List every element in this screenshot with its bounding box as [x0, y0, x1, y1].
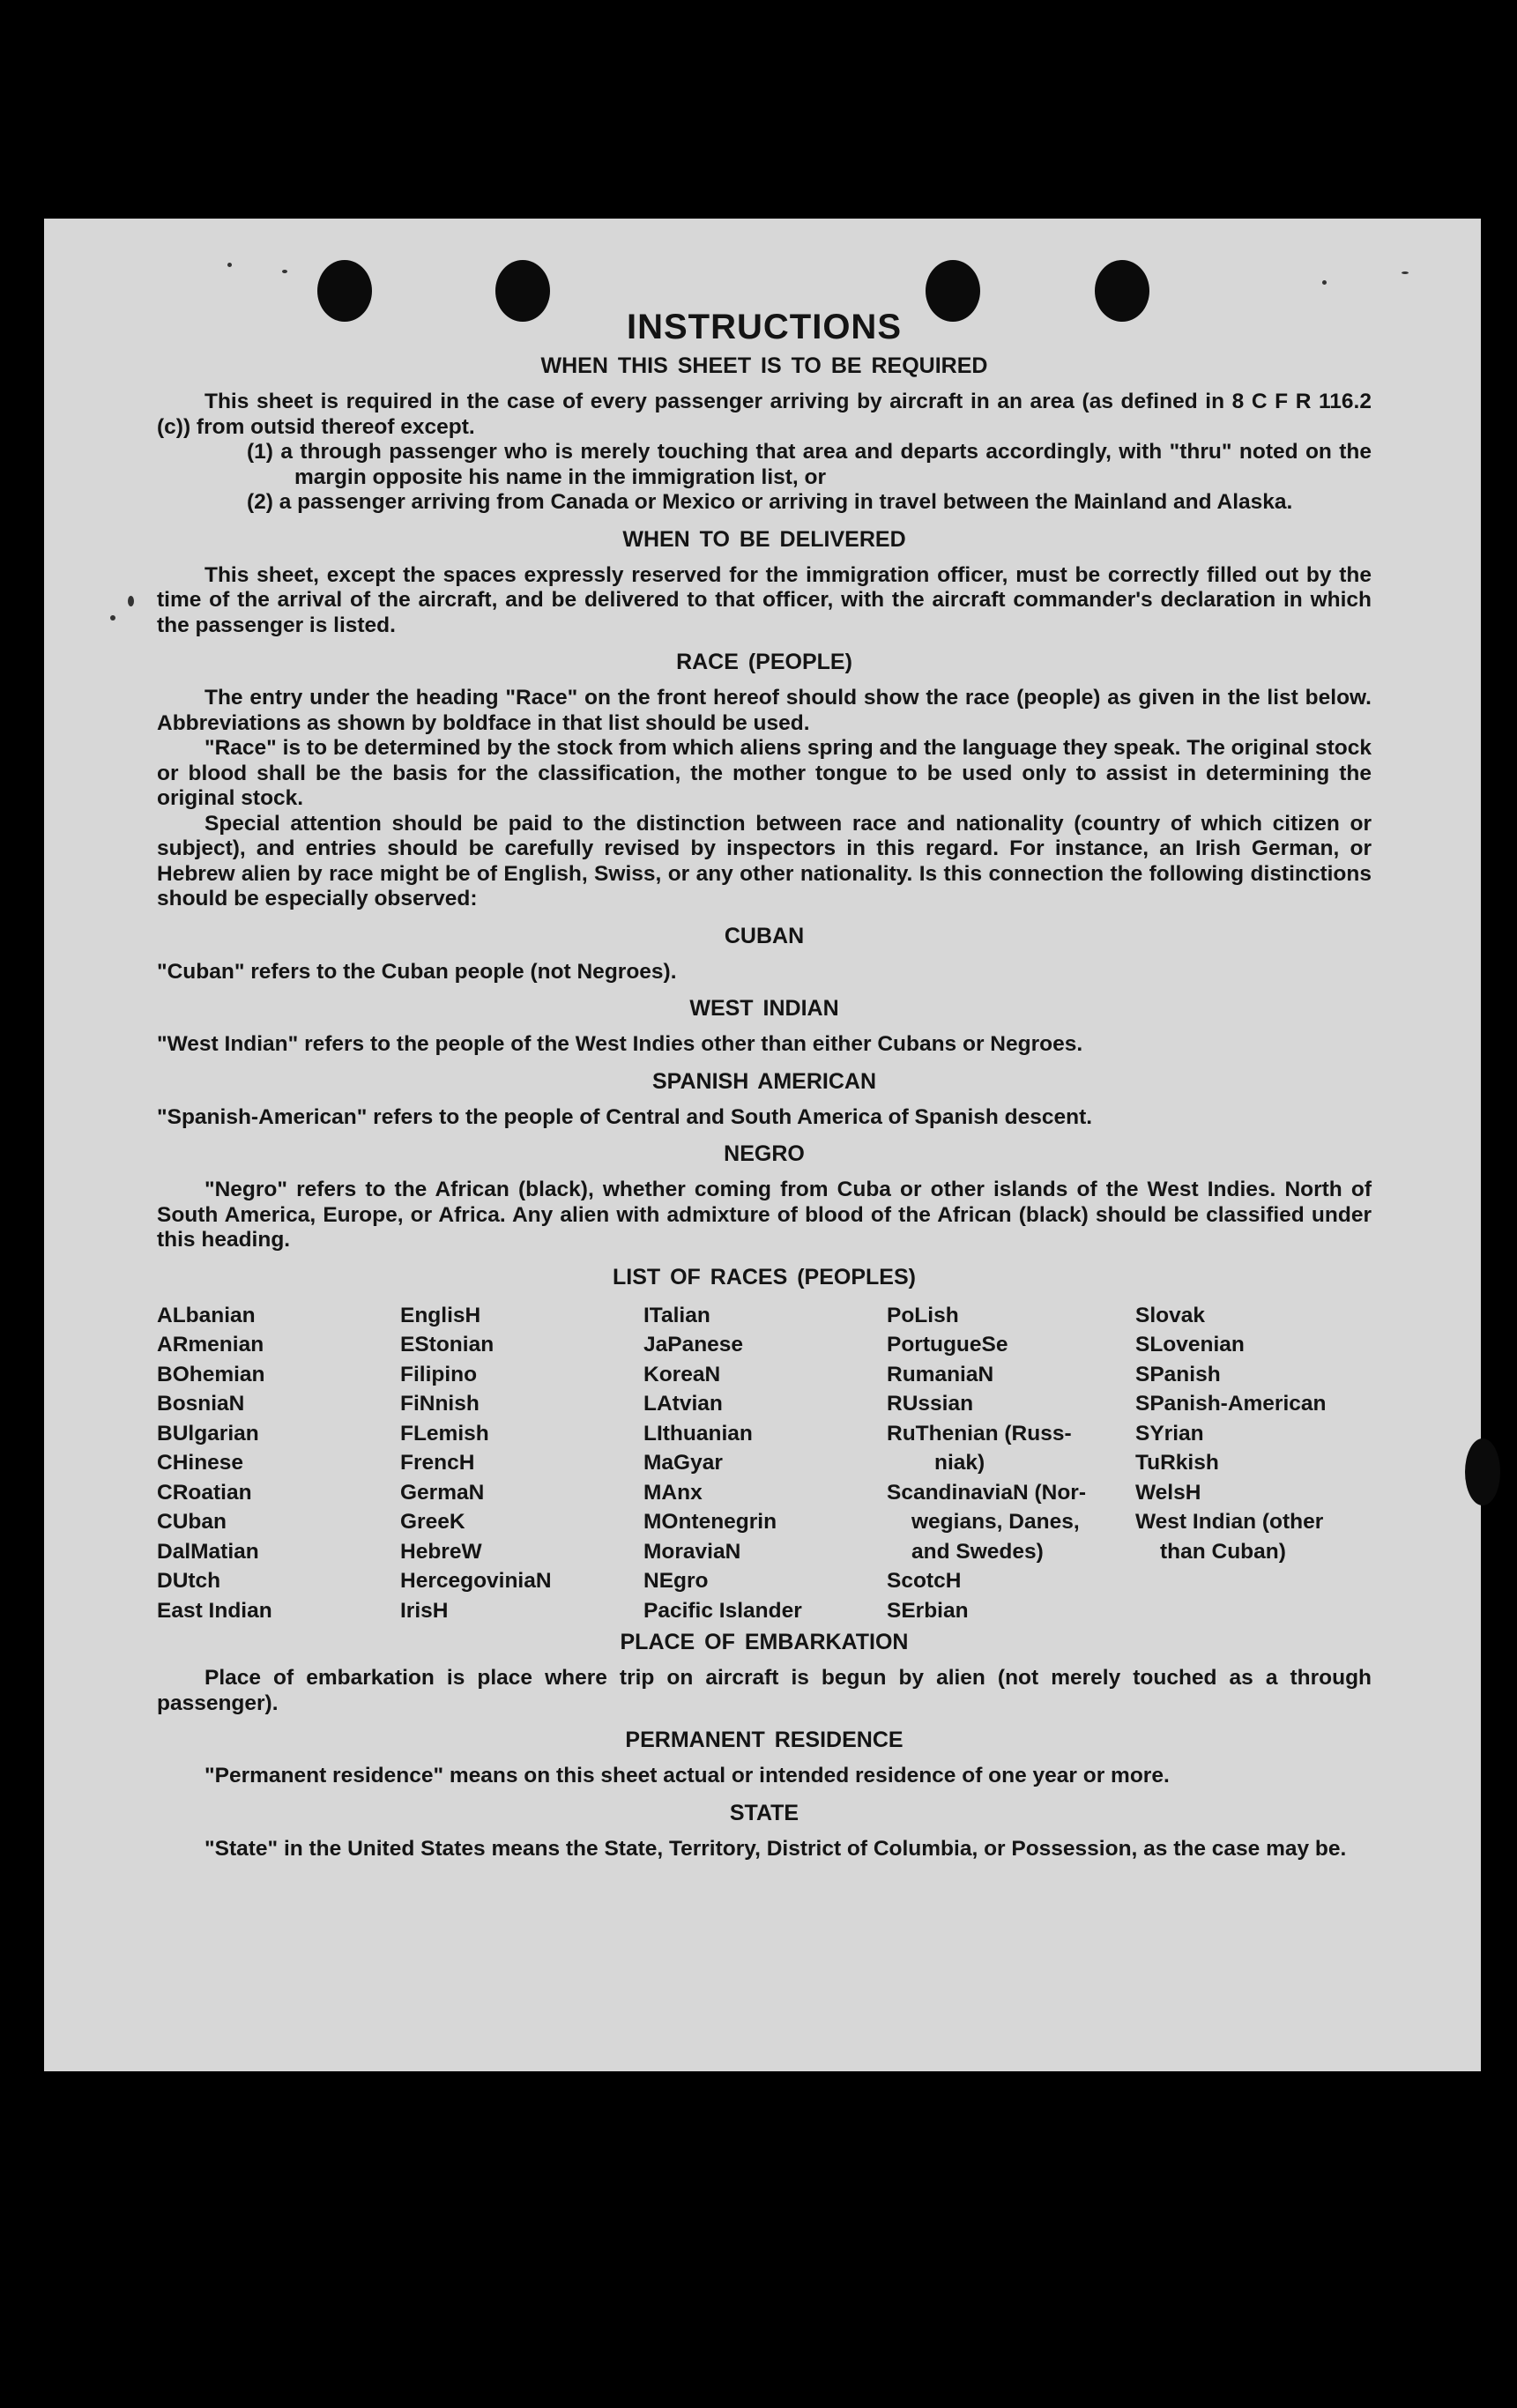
race-entry: FrencH: [400, 1451, 475, 1475]
race-entry: RumaniaN: [887, 1362, 994, 1386]
paragraph-state: "State" in the United States means the State, Territory, District of Columbia, or Possession, as the case may be.: [204, 1836, 1347, 1861]
speck: [227, 263, 232, 267]
heading-when-delivered: WHEN TO BE DELIVERED: [622, 526, 906, 552]
paragraph-race: The entry under the heading "Race" on the front hereof should show the race (people) as given in the list below. Abbreviations as shown by boldface in that list should be used.: [157, 686, 1372, 735]
race-entry: than Cuban): [1160, 1539, 1286, 1564]
race-entry: SYrian: [1135, 1421, 1204, 1446]
race-entry: GermaN: [400, 1480, 485, 1505]
races-column: [1135, 1301, 1372, 1626]
paragraph-race: "Race" is to be determined by the stock from which aliens spring and the language they speak. The original stock or blood shall be the basis for the classification, the mother tongue to be used only to assist in determining the original stock.: [157, 736, 1372, 810]
speck: [110, 615, 115, 621]
race-entry: niak): [934, 1451, 985, 1475]
list-item: (1) a through passenger who is merely touching that area and departs accordingly, with "thru" noted on the margin opposite his name in the immigration list, or: [247, 440, 1372, 489]
race-entry: MaGyar: [643, 1451, 723, 1475]
speck: [282, 270, 287, 273]
heading-when-required: WHEN THIS SHEET IS TO BE REQUIRED: [540, 353, 988, 378]
paragraph-residence: "Permanent residence" means on this sheet actual or intended residence of one year or more.: [204, 1764, 1170, 1787]
paragraph-cuban: "Cuban" refers to the Cuban people (not Negroes).: [157, 959, 677, 984]
race-entry: Pacific Islander: [643, 1598, 802, 1623]
heading-west-indian: WEST INDIAN: [689, 996, 839, 1021]
list-item: (2) a passenger arriving from Canada or Mexico or arriving in travel between the Mainland and Alaska.: [247, 490, 1293, 514]
race-entry: FLemish: [400, 1421, 489, 1446]
heading-negro: NEGRO: [724, 1141, 805, 1166]
heading-list-of-races: LIST OF RACES (PEOPLES): [613, 1264, 916, 1289]
race-entry: Slovak: [1135, 1303, 1205, 1327]
race-entry: Filipino: [400, 1362, 478, 1386]
race-entry: PortugueSe: [887, 1333, 1008, 1356]
race-entry: IrisH: [400, 1598, 449, 1623]
paragraph-negro: "Negro" refers to the African (black), whether coming from Cuba or other islands of the West Indies. North of South America, Europe, or Africa. Any alien with admixture of blood of the African (black) should be classified under this heading.: [157, 1178, 1372, 1252]
race-entry: ALbanian: [157, 1303, 256, 1327]
paragraph-race: Special attention should be paid to the distinction between race and nationality (country of which citizen or subject), and entries should be carefully revised by inspectors in this regard. For instance, an Irish German, or Hebrew alien by race might be of English, Swiss, or any other nationality. Is this connection the following distinctions should be especially observed:: [157, 811, 1372, 910]
race-entry: FiNnish: [400, 1392, 480, 1416]
race-entry: BOhemian: [157, 1362, 265, 1386]
races-column: [157, 1301, 400, 1626]
speck: [1322, 280, 1327, 285]
race-entry: EStonian: [400, 1333, 495, 1356]
race-entry: SLovenian: [1135, 1333, 1245, 1356]
race-entry: MoraviaN: [643, 1539, 741, 1564]
race-entry: PoLish: [887, 1303, 959, 1327]
race-entry: BosniaN: [157, 1392, 245, 1416]
races-list: [157, 1301, 1372, 1626]
race-entry: TuRkish: [1135, 1451, 1219, 1475]
race-entry: MOntenegrin: [643, 1510, 777, 1534]
race-entry: JaPanese: [643, 1333, 744, 1356]
speck: [128, 596, 134, 606]
race-entry: SPanish: [1135, 1362, 1221, 1386]
race-entry: MAnx: [643, 1480, 703, 1505]
race-entry: WelsH: [1135, 1480, 1201, 1505]
race-entry: LIthuanian: [643, 1421, 753, 1446]
race-entry: CHinese: [157, 1451, 244, 1475]
race-entry: wegians, Danes,: [911, 1510, 1080, 1534]
paragraph-embarkation: Place of embarkation is place where trip on aircraft is begun by alien (not merely touched as a through passenger).: [157, 1666, 1372, 1715]
race-entry: BUlgarian: [157, 1421, 259, 1446]
race-entry: RuThenian (Russ-: [887, 1421, 1072, 1446]
race-entry: CUban: [157, 1510, 227, 1534]
race-entry: KoreaN: [643, 1362, 721, 1386]
race-entry: SPanish-American: [1135, 1392, 1327, 1416]
race-entry: West Indian (other: [1135, 1510, 1324, 1534]
paragraph-delivered: This sheet, except the spaces expressly reserved for the immigration officer, must be correctly filled out by the time of the arrival of the aircraft, and be delivered to that officer, with the aircraft commander's declaration in which the passenger is listed.: [157, 562, 1372, 637]
race-entry: East Indian: [157, 1598, 272, 1623]
paragraph-west-indian: "West Indian" refers to the people of the West Indies other than either Cubans or Negroes.: [157, 1032, 1083, 1056]
heading-state: STATE: [729, 1800, 799, 1825]
heading-cuban: CUBAN: [724, 923, 805, 948]
race-entry: ScotcH: [887, 1569, 962, 1593]
race-entry: ITalian: [643, 1303, 710, 1327]
heading-race: RACE (PEOPLE): [676, 650, 852, 674]
race-entry: ARmenian: [157, 1333, 264, 1356]
race-entry: EnglisH: [400, 1303, 481, 1327]
heading-place-of-embarkation: PLACE OF EMBARKATION: [620, 1630, 909, 1654]
page-notch: [1465, 1438, 1500, 1505]
page-title: INSTRUCTIONS: [627, 308, 902, 346]
race-entry: HebreW: [400, 1539, 482, 1564]
race-entry: DalMatian: [157, 1539, 259, 1564]
paragraph-required-intro: This sheet is required in the case of every passenger arriving by aircraft in an area (as defined in 8 C F R 116.2 (c)) from outsid thereof except.: [157, 390, 1372, 439]
race-entry: LAtvian: [643, 1392, 723, 1416]
heading-spanish-american: SPANISH AMERICAN: [651, 1068, 876, 1094]
race-entry: ScandinaviaN (Nor-: [887, 1480, 1086, 1505]
races-column: [887, 1301, 1135, 1626]
race-entry: DUtch: [157, 1569, 221, 1593]
race-entry: RUssian: [887, 1392, 974, 1416]
race-entry: SErbian: [887, 1598, 969, 1623]
race-entry: and Swedes): [911, 1539, 1044, 1564]
instructions-content: [157, 307, 1372, 1862]
race-entry: HercegoviniaN: [400, 1569, 552, 1593]
race-entry: NEgro: [643, 1569, 709, 1593]
races-column: [400, 1301, 643, 1626]
paragraph-spanish-american: "Spanish-American" refers to the people of Central and South America of Spanish descent.: [157, 1104, 1093, 1129]
races-column: [643, 1301, 887, 1626]
speck: [1402, 271, 1409, 274]
race-entry: GreeK: [400, 1510, 465, 1534]
race-entry: CRoatian: [157, 1480, 252, 1505]
heading-permanent-residence: PERMANENT RESIDENCE: [625, 1728, 904, 1752]
